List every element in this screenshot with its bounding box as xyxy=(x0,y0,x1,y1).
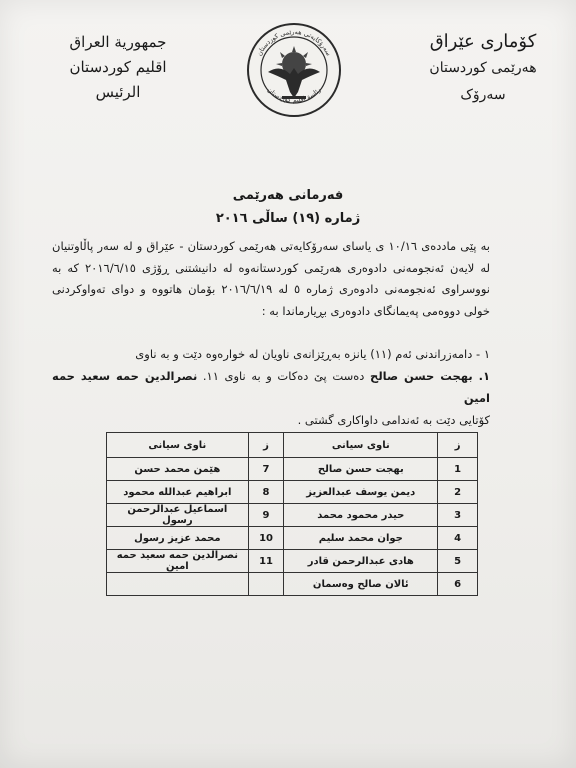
row-number xyxy=(248,573,284,596)
appointee-name: نصرالدین حمه سعید حمه امین xyxy=(107,550,249,573)
col-header-name-2: ناوی سیانی xyxy=(107,433,249,458)
kurdish-region-line: هەرێمی کوردستان xyxy=(429,60,537,76)
row-number: 1 xyxy=(438,458,478,481)
appointee-name: هێمن محمد حسن xyxy=(107,458,249,481)
table-row xyxy=(107,573,478,596)
table-row xyxy=(107,458,478,481)
kurdish-republic-line: کۆماری عێراق xyxy=(429,31,537,52)
col-header-number-2: ز xyxy=(248,433,284,458)
row-number: 8 xyxy=(248,481,284,504)
row-number: 9 xyxy=(248,504,284,527)
table-row xyxy=(107,504,478,527)
table-row xyxy=(107,550,478,573)
appointee-name: هادی عبدالرحمن قادر xyxy=(284,550,438,573)
row-number: 11 xyxy=(248,550,284,573)
col-header-number: ز xyxy=(438,433,478,458)
seal-outer-text: سەرۆکایەتی هەرێمی کوردستان xyxy=(255,27,333,58)
decree-number: ژمارە (١٩) ساڵی ٢٠١٦ xyxy=(215,211,361,226)
appointee-name: ابراهیم عبدالله محمود xyxy=(107,481,249,504)
decree-article-1 xyxy=(52,343,490,431)
appointee-name xyxy=(107,573,249,596)
arabic-region-line: اقليم كوردستان xyxy=(69,58,167,76)
arabic-republic-line: جمهورية العراق xyxy=(69,33,167,51)
row-number: 3 xyxy=(438,504,478,527)
decree-preamble: بە پێی ماددەی ١٠/١٦ ی یاسای سەرۆکایەتی هەرێمی کوردستان - عێراق و لە سەر پاڵاوتنیان لە لایەن ئەنجومەنی دادوەری هەرێمی کوردستانەوە لە دانیشتنی ڕۆژی ٢٠١٦/٦/١٥ کە بە نووسراوی ئەنجومەنی دادوەری ژمارە ٥ لە ٢٠١٦/٦/١٩ بۆمان هاتووە و دوای تەواوکردنی خولی دووەمی پەیمانگای دادوەری بڕیارماندا بە : xyxy=(52,239,491,318)
table-header-row xyxy=(107,433,478,458)
kurdistan-presidency-seal xyxy=(246,22,342,118)
row-number: 2 xyxy=(438,481,478,504)
appointee-name: جوان محمد سلیم xyxy=(284,527,438,550)
article-1-connector: دەست پێ دەکات و بە ناوی ١١. xyxy=(197,369,371,383)
article-1-line-2 xyxy=(52,365,490,409)
seal-inner-text: رئاسة اقليم كوردستان xyxy=(265,85,323,105)
row-number: 10 xyxy=(248,527,284,550)
appointee-name: حیدر محمود محمد xyxy=(284,504,438,527)
kurdish-president-line: سەرۆک xyxy=(460,87,506,103)
row-number: 4 xyxy=(438,527,478,550)
decree-title: فەرمانی هەرێمی xyxy=(232,188,344,203)
kurdish-letterhead xyxy=(408,28,558,109)
row-number: 7 xyxy=(248,458,284,481)
first-appointee-name: ١. بهجت حسن صالح xyxy=(370,369,490,383)
table-row xyxy=(107,527,478,550)
col-header-name: ناوی سیانی xyxy=(284,433,438,458)
arabic-letterhead xyxy=(38,30,198,105)
appointee-name: دیمن یوسف عبدالعزیز xyxy=(284,481,438,504)
row-number: 5 xyxy=(438,550,478,573)
appointees-table xyxy=(106,432,478,596)
appointee-name: بهجت حسن صالح xyxy=(284,458,438,481)
article-1-line-3: کۆتایی دێت بە ئەندامی داواکاری گشتی . xyxy=(297,413,490,427)
arabic-president-line: الرئيس xyxy=(95,83,141,101)
appointee-name: ئالان صالح وەسمان xyxy=(284,573,438,596)
last-appointee-name: نصرالدین حمه سعید حمه امین xyxy=(52,369,490,405)
article-1-line-1: ١ - دامەزراندنی ئەم (١١) یانزە بەڕێزانەی ناویان لە خوارەوە دێت و بە ناوی xyxy=(135,347,490,361)
appointee-name: محمد عزیز رسول xyxy=(107,527,249,550)
appointee-name: اسماعیل عبدالرحمن رسول xyxy=(107,504,249,527)
row-number: 6 xyxy=(438,573,478,596)
table-row xyxy=(107,481,478,504)
